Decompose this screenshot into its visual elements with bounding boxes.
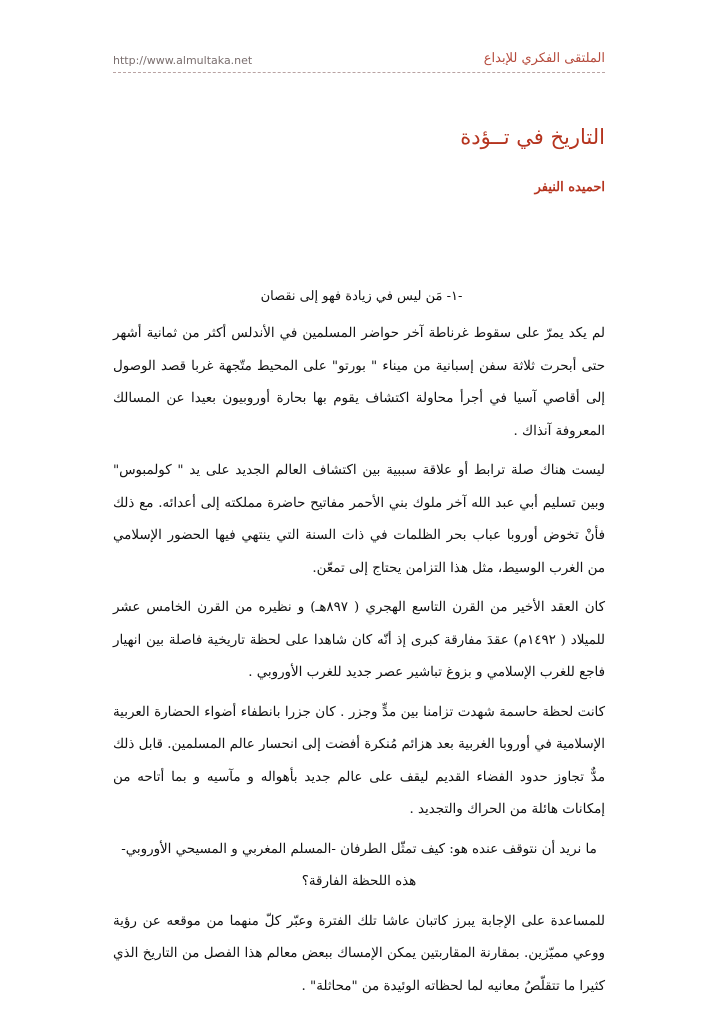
body-text xyxy=(113,318,605,1010)
paragraph: ليست هناك صلة ترابط أو علاقة سببية بين اكتشاف العالم الجديد على يد " كولمبوس" وبين تسليم أبي عبد الله آخر ملوك بني الأحمر مفاتيح حاضرة مملكته إلى أعدائه. مع ذلك فأنْ تخوض أوروبا عباب بحر الظلمات في ذات السنة التي ينتهي فيها الحضور الإسلامي من الغرب الوسيط، مثل هذا التزامن يحتاج إلى تمعّن. xyxy=(113,463,605,576)
document-title: التاريخ في تــؤدة xyxy=(460,125,605,149)
paragraph: كانت لحظة حاسمة شهدت تزامنا بين مدٍّ وجزر . كان جزرا بانطفاء أضواء الحضارة العربية الإسلامية في أوروبا الغربية بعد هزائم مُنكرة أفضت إلى انحسار عالم المسلمين. قابل ذلك مدٌّ تجاوز حدود الفضاء القديم ليقف على عالم جديد بأهواله و مآسيه و بما أتاحه من إمكانات هائلة من الحراك والتجديد . xyxy=(113,704,605,817)
header-site-name: الملتقى الفكري للإبداع xyxy=(483,51,605,66)
author-name: احميده النيفر xyxy=(534,180,605,195)
paragraph: للمساعدة على الإجابة يبرز كاتبان عاشا تلك الفترة وعبّر كلّ منهما من موقعه عن رؤية ووعي مميّزين. بمقارنة المقاربتين يمكن الإمساك ببعض معالم هذا الفصل من التاريخ الذي كثيرا ما تتقلّصُ معانيه لما لحظاته الوئيدة من "محاثلة" . xyxy=(113,913,605,994)
paragraph-question: ما نريد أن نتوقف عنده هو: كيف تمثّل الطرفان -المسلم المغربي و المسيحي الأوروبي- هذه اللحظة الفارقة؟ xyxy=(121,841,597,889)
header-url-link[interactable]: http://www.almultaka.net xyxy=(113,54,253,67)
paragraph: كان العقد الأخير من القرن التاسع الهجري ( ٨٩٧هـ) و نظيره من القرن الخامس عشر للميلاد ( ١٤٩٢م) عقدَ مفارقة كبرى إذ أنّه كان شاهدا على لحظة تاريخية فاصلة بين انهيار فاجع للغرب الإسلامي و بزوغ تباشير عصر جديد للغرب الأوروبي . xyxy=(113,600,605,680)
page-header xyxy=(113,52,605,73)
paragraph: لم يكد يمرّ على سقوط غرناطة آخر حواضر المسلمين في الأندلس أكثر من ثمانية أشهر حتى أبحرت ثلاثة سفن إسبانية من ميناء " بورتو" على المحيط متّجهة غربا قصد الوصول إلى أقاصي آسيا في أجرأ محاولة اكتشاف يقوم بها بحارة أوروبيون بعيدا عن المسالك المعروفة آنذاك . xyxy=(113,326,605,439)
section-heading: -١- مَن ليس في زيادة فهو إلى نقصان xyxy=(260,289,463,304)
